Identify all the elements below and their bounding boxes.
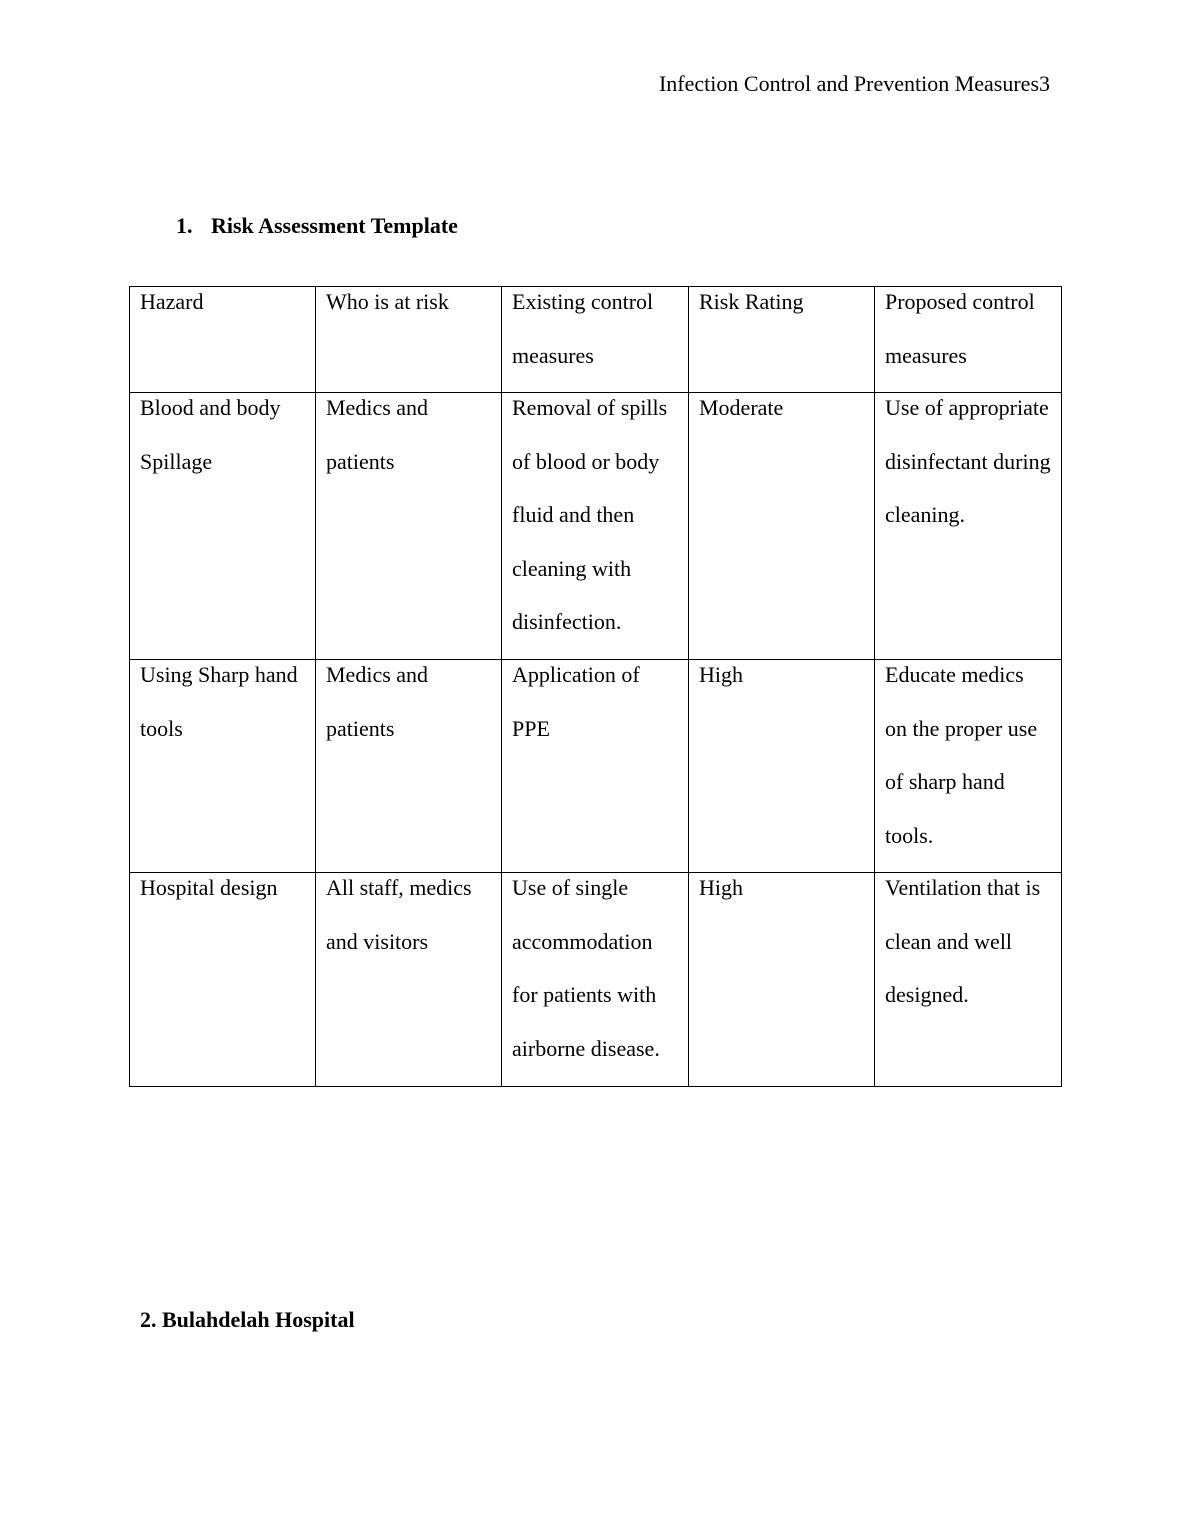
cell-text: Hospital design (140, 875, 278, 900)
header-proposed-controls-text: Proposed control measures (885, 289, 1035, 368)
table-row (130, 873, 1062, 1087)
cell-text: Medics and patients (326, 662, 429, 741)
header-cell-hazard (130, 287, 316, 393)
header-cell-proposed-controls (875, 287, 1062, 393)
table-cell (875, 873, 1062, 1087)
cell-text: High (699, 875, 743, 900)
cell-text: Use of appropriate disinfectant during cleaning. (885, 395, 1051, 527)
table-cell (316, 873, 502, 1087)
cell-text: Ventilation that is clean and well designed. (885, 875, 1041, 1007)
table-cell (130, 393, 316, 660)
cell-text: Blood and body Spillage (140, 395, 281, 474)
header-cell-who-at-risk (316, 287, 502, 393)
cell-text: Moderate (699, 395, 784, 420)
cell-text: High (699, 662, 743, 687)
cell-text: Medics and patients (326, 395, 429, 474)
section-2-heading: 2. Bulahdelah Hospital (140, 1307, 355, 1332)
cell-text: Using Sharp hand tools (140, 662, 298, 741)
table-cell (502, 393, 689, 660)
table-cell (689, 393, 875, 660)
header-hazard-text: Hazard (140, 289, 204, 314)
cell-text: All staff, medics and visitors (326, 875, 472, 954)
header-cell-existing-controls (502, 287, 689, 393)
header-cell-risk-rating (689, 287, 875, 393)
table-cell (502, 660, 689, 873)
cell-text: Use of single accommodation for patients with airborne disease. (512, 875, 660, 1061)
cell-text: Removal of spills of blood or body fluid and then cleaning with disinfection. (512, 395, 668, 634)
table-row (130, 393, 1062, 660)
running-head: Infection Control and Prevention Measures3 (658, 71, 1050, 96)
risk-assessment-table (129, 286, 1062, 1087)
table-cell (875, 393, 1062, 660)
table-header-row (130, 287, 1062, 393)
cell-text: Application of PPE (512, 662, 640, 741)
header-existing-controls-text: Existing control measures (512, 289, 654, 368)
section-1-heading (176, 212, 458, 240)
table-cell (875, 660, 1062, 873)
section-1-number: 1. (176, 213, 193, 238)
table-cell (130, 660, 316, 873)
table-cell (689, 660, 875, 873)
section-1-title: Risk Assessment Template (211, 213, 458, 238)
table-cell (502, 873, 689, 1087)
header-who-at-risk-text: Who is at risk (326, 289, 449, 314)
table-cell (316, 393, 502, 660)
table-row (130, 660, 1062, 873)
cell-text: Educate medics on the proper use of sharp hand tools. (885, 662, 1038, 848)
table-cell (689, 873, 875, 1087)
header-risk-rating-text: Risk Rating (699, 289, 804, 314)
table-cell (316, 660, 502, 873)
table-cell (130, 873, 316, 1087)
